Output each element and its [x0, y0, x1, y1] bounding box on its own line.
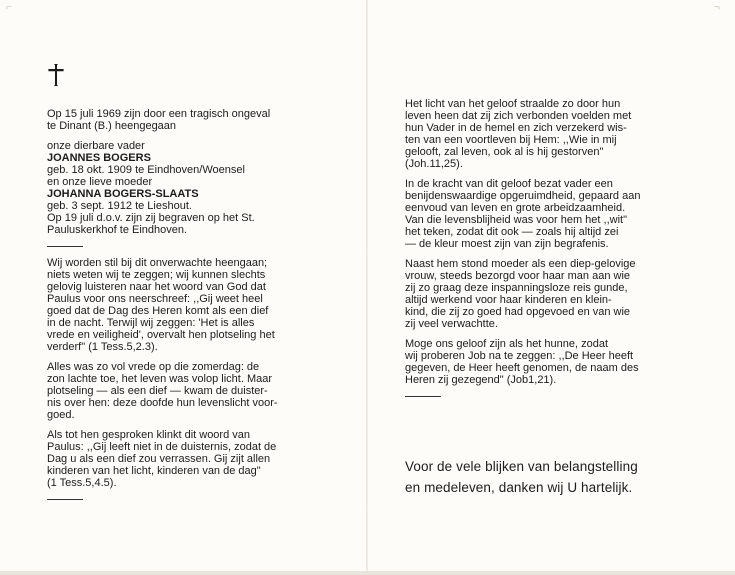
intro-text: Op 15 juli 1969 zijn door een tragisch ongeval te Dinant (B.) heengegaan — [47, 108, 271, 132]
paragraph: Wij worden stil bij dit onverwachte heengaan; niets weten wij te zeggen; wij kunnen slechts gelovig luisteren naar het woord van God dat Paulus voor ons neerschreef: ,,Gij weet heel goed dat de Dag des Heren komt als een dief in de nacht. Terwijl wij zeggen: 'Het is alles vrede en veiligheid', overvalt hen plotseling het verderf" (1 Tess.5,2.3). — [47, 257, 275, 353]
corner-mark-left: ⌐ — [6, 2, 12, 13]
thanks-text: Voor de vele blijken van belangstelling en medeleven, danken wij U hartelijk. — [405, 459, 638, 495]
mother-label: en onze lieve moeder — [47, 176, 153, 188]
paragraph: Moge ons geloof zijn als het hunne, zodat wij proberen Job na te zeggen: ,,De Heer heeft gegeven, de Heer heeft genomen, de naam des Heren zij gezegend" (Job1,21). — [405, 338, 639, 386]
mother-birth: geb. 3 sept. 1912 te Lieshout. — [47, 200, 192, 212]
corner-mark-right: ¬ — [714, 2, 720, 13]
paragraph: In de kracht van dit geloof bezat vader een benijdenswaardige opgeruimdheid, gepaard aan eenvoud van leven en grote arbeidzaamheid. Van die levensblijheid was voor hem het ,,wit" het teken, zodat dit ook — zoals hij altijd zei — de kleur moest zijn van zijn begrafenis. — [405, 178, 641, 250]
center-fold — [366, 0, 368, 575]
father-label: onze dierbare vader — [47, 140, 145, 152]
father-name: JOANNES BOGERS — [47, 152, 151, 164]
mother-name: JOHANNA BOGERS-SLAATS — [47, 188, 199, 200]
paragraph: Het licht van het geloof straalde zo door hun leven heen dat zij zich verbonden voelden met hun Vader in de hemel en zich verzekerd wis- ten van een voortleven bij Hem: ,,Wie in mij gelooft, zal leven, ook al is hij gestorven" (Joh.11,25). — [405, 98, 632, 170]
paragraph: Naast hem stond moeder als een diep-gelovige vrouw, steeds bezorgd voor haar man aan wie zij zo graag deze inspanningsloze reis gunde, altijd werkend voor haar kinderen en klein- kind, die zij zo goed had opgevoed en van wie zij veel verwachtte. — [405, 258, 636, 330]
bottom-edge — [0, 571, 735, 575]
paragraph: Alles was zo vol vrede op die zomerdag: de zon lachte toe, het leven was volop licht. Maar plotseling — als een dief — kwam de duister- nis over hen: deze doofde hun levenslicht voor- goed. — [47, 361, 278, 421]
right-column — [405, 98, 710, 407]
divider — [405, 396, 441, 397]
divider — [47, 246, 83, 247]
left-column — [47, 64, 342, 510]
father-birth: geb. 18 okt. 1909 te Eindhoven/Woensel — [47, 164, 245, 176]
burial-text: Op 19 juli d.o.v. zijn zij begraven op het St. Pauluskerkhof te Eindhoven. — [47, 212, 255, 236]
latin-cross-icon — [48, 64, 64, 86]
paragraph: Als tot hen gesproken klinkt dit woord van Paulus: ,,Gij leeft niet in de duisternis, zodat de Dag u als een dief zou verrassen. Gij zijt allen kinderen van het licht, kinderen van de dag" (1 Tess.5,4.5). — [47, 429, 277, 489]
divider — [47, 499, 83, 500]
